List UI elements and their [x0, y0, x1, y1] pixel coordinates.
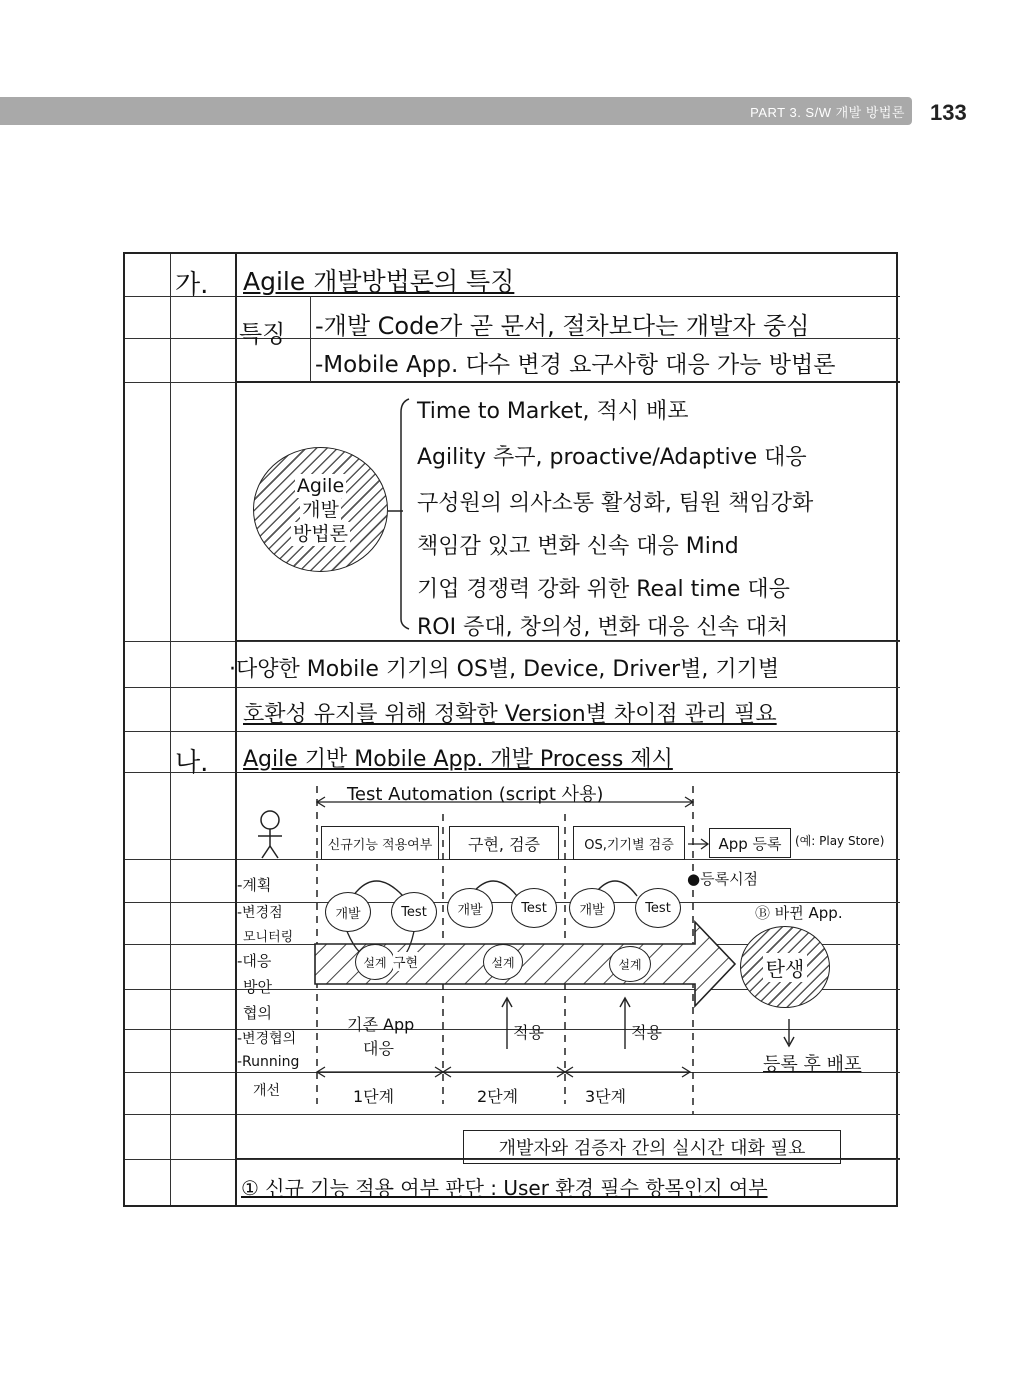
feature-label: 특징 — [239, 320, 286, 348]
left-label: 협의 — [243, 1004, 272, 1022]
section-marker-ga: 가. — [175, 270, 209, 300]
test-circle: Test — [635, 888, 681, 928]
page-number: 133 — [930, 100, 967, 125]
agile-circle-label: Agile — [296, 474, 345, 497]
apply-label: 적용 — [513, 1023, 544, 1042]
design-circle: 설계 — [483, 944, 523, 980]
left-label: -변경점 — [237, 905, 283, 921]
section-title-ga: Agile 개발방법론의 특징 — [243, 267, 515, 296]
answer-sheet — [123, 252, 898, 1207]
phase-label: 1단계 — [353, 1087, 395, 1106]
test-circle: Test — [391, 892, 437, 932]
new-app-label: Ⓑ 바뀐 App. — [755, 904, 843, 922]
left-label: -Running — [237, 1054, 300, 1070]
item-1: ① 신규 기능 적용 여부 판단 : User 환경 필수 항목인지 여부 — [241, 1176, 768, 1200]
left-label: -변경협의 — [237, 1031, 297, 1047]
agile-circle-label: 개발 — [302, 498, 339, 521]
note-line-1: ·다양한 Mobile 기기의 OS별, Device, Driver별, 기기별 — [229, 657, 780, 682]
design-circle: 설계 — [609, 946, 651, 982]
section-title-na: Agile 기반 Mobile App. 개발 Process 제시 — [243, 747, 673, 772]
registration-point: ●등록시점 — [687, 870, 759, 888]
branch-5: 기업 경쟁력 강화 위한 Real time 대응 — [417, 577, 790, 602]
section-marker-na: 나. — [175, 748, 209, 778]
branch-6: ROI 증대, 창의성, 변화 대응 신속 대처 — [417, 615, 789, 640]
design-circle: 설계 — [355, 944, 395, 980]
dev-circle: 개발 — [325, 892, 371, 932]
note-line-2: 호환성 유지를 위해 정확한 Version별 차이점 관리 필요 — [243, 702, 777, 727]
stage-box-app-register: App 등록 — [709, 828, 791, 858]
phase-label: 3단계 — [585, 1087, 627, 1106]
dev-circle: 개발 — [447, 888, 493, 928]
existing-app: 기존 App — [347, 1015, 415, 1034]
deploy-after-register: 등록 후 배포 — [763, 1054, 862, 1075]
dev-circle: 개발 — [569, 888, 615, 928]
test-circle: Test — [511, 888, 557, 928]
phase-label: 2단계 — [477, 1087, 519, 1106]
realtime-note-box: 개발자와 검증자 간의 실시간 대화 필요 — [463, 1130, 841, 1164]
left-label: -계획 — [237, 876, 272, 894]
birth-circle — [740, 926, 830, 1008]
left-label: 방안 — [243, 978, 272, 996]
apply-label: 적용 — [631, 1023, 662, 1042]
left-label: 모니터링 — [243, 930, 294, 945]
branch-1: Time to Market, 적시 배포 — [417, 399, 689, 424]
branch-2: Agility 추구, proactive/Adaptive 대응 — [417, 445, 807, 470]
stage-box-1: 신규기능 적용여부 — [321, 826, 439, 860]
header-section: PART 3. S/W 개발 방법론 — [750, 105, 905, 120]
feature-1: -개발 Code가 곧 문서, 절차보다는 개발자 중심 — [315, 312, 810, 340]
agile-circle-label: 방법론 — [292, 522, 349, 545]
birth-label: 탄생 — [763, 953, 808, 982]
impl-label: 구현 — [393, 952, 418, 971]
feature-2: -Mobile App. 다수 변경 요구사항 대응 가능 방법론 — [315, 352, 836, 378]
stage-box-2: 구현, 검증 — [449, 826, 559, 860]
play-store-note: (예: Play Store) — [795, 834, 885, 848]
left-label: -대응 — [237, 952, 272, 970]
test-automation-label: Test Automation (script 사용) — [347, 784, 604, 805]
left-label: 개선 — [253, 1083, 281, 1099]
branch-3: 구성원의 의사소통 활성화, 팀원 책임강화 — [417, 491, 814, 516]
stage-box-3: OS,기기별 검증 — [573, 826, 685, 860]
existing-app-respond: 대응 — [363, 1039, 394, 1058]
branch-4: 책임감 있고 변화 신속 대응 Mind — [417, 534, 739, 559]
